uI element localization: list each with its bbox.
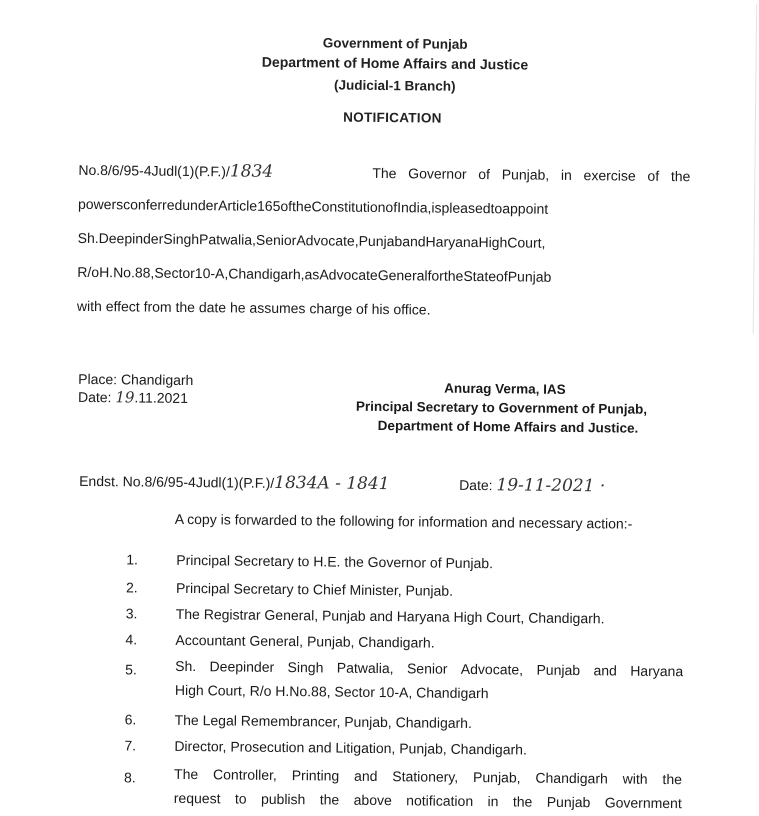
body-line-1-word: of bbox=[478, 166, 491, 183]
body-line-2-word: conferred bbox=[123, 196, 183, 213]
signature-block bbox=[356, 378, 687, 438]
body-line-2-word: is bbox=[431, 199, 442, 216]
body-line-4-word: for bbox=[427, 267, 444, 284]
body-line-5: with effect from the date he assumes charge of his office. bbox=[76, 297, 431, 318]
list-item-text: Principal Secretary to Chief Minister, Punjab. bbox=[175, 579, 454, 599]
list-item-word: Punjab bbox=[546, 793, 591, 811]
body-line-3-word: Patwalia, bbox=[199, 231, 257, 248]
body-line-3-word: Haryana bbox=[425, 233, 479, 251]
list-item-word: Chandigarh bbox=[535, 769, 608, 787]
body-line-4-word: Chandigarh, bbox=[228, 265, 305, 283]
ref-handwritten: 1834 bbox=[229, 161, 274, 182]
body-line-3-word: Court, bbox=[507, 234, 546, 251]
list-item-word: request bbox=[173, 789, 221, 807]
list-item-word: Deepinder bbox=[209, 658, 275, 675]
body-line-4-word: Sector bbox=[154, 264, 195, 282]
body-line-3-word: Advocate, bbox=[296, 232, 359, 249]
body-line-4-word: 10-A, bbox=[194, 265, 229, 282]
list-item-text: Director, Prosecution and Litigation, Punjab, Chandigarh. bbox=[174, 737, 527, 758]
body-line-1-word: exercise bbox=[583, 167, 636, 184]
list-item bbox=[125, 631, 686, 651]
list-item bbox=[123, 765, 684, 812]
notification-title: NOTIFICATION bbox=[343, 109, 442, 126]
body-line-2-word: pleased bbox=[441, 199, 491, 217]
list-item bbox=[124, 737, 684, 758]
list-item-number: 1. bbox=[126, 551, 139, 568]
list-item-number: 8. bbox=[123, 769, 136, 786]
list-item-number: 6. bbox=[124, 711, 137, 728]
list-item-word: and bbox=[593, 662, 617, 679]
list-item-word: above bbox=[353, 791, 392, 809]
list-item-text bbox=[175, 654, 683, 707]
body-line-2-word: the bbox=[292, 198, 312, 215]
list-item-word: with bbox=[622, 770, 648, 787]
date-rest: .11.2021 bbox=[134, 389, 189, 406]
signatory-name: Anurag Verma, IAS bbox=[444, 380, 566, 397]
body-line-4-word: R/o bbox=[77, 263, 100, 281]
body-line-1-word: the bbox=[670, 168, 691, 185]
list-item bbox=[124, 711, 685, 731]
body-line-4-word: Advocate bbox=[319, 266, 378, 283]
body-line-4-word: General bbox=[377, 266, 428, 284]
body-line-1-word: of bbox=[647, 167, 660, 184]
list-item-word: Singh bbox=[287, 659, 324, 676]
list-item-number: 4. bbox=[125, 631, 138, 648]
body-line-1-word: Punjab, bbox=[501, 166, 550, 183]
body-line-1 bbox=[78, 153, 690, 193]
list-item-line-2: High Court, R/o H.No.88, Sector 10-A, Chandigarh bbox=[174, 681, 489, 702]
list-item-word: to bbox=[234, 790, 247, 807]
body-line-3-word: High bbox=[478, 234, 508, 251]
list-item-word: Government bbox=[604, 794, 682, 812]
list-item-word: the bbox=[662, 770, 683, 788]
list-item-number: 2. bbox=[125, 579, 138, 596]
copy-forwarded-text: A copy is forwarded to the following for information and necessary action:- bbox=[174, 510, 633, 532]
list-item-word: The bbox=[173, 765, 199, 783]
list-item-word: Punjab, bbox=[473, 768, 521, 786]
notification-ref bbox=[78, 162, 273, 180]
list-item-word: publish bbox=[260, 790, 306, 808]
body-line-2-word: Constitution bbox=[311, 198, 386, 216]
list-item-word: in bbox=[487, 793, 499, 810]
body-line-1-word: Governor bbox=[408, 165, 467, 182]
body-line-4-word: H.No.88, bbox=[99, 264, 155, 281]
list-item-word: Patwalia, bbox=[336, 659, 394, 677]
endst-date-label: Date: bbox=[459, 476, 493, 494]
list-item-text: The Registrar General, Punjab and Haryana High Court, Chandigarh. bbox=[175, 605, 605, 627]
body-line-4-word: as bbox=[304, 266, 320, 283]
body-line-3-word: Senior bbox=[255, 231, 297, 249]
body-line-3-word: Punjab bbox=[358, 232, 403, 250]
body-line-1-word: The bbox=[372, 164, 397, 182]
body-line-4-word: the bbox=[443, 267, 464, 284]
signatory-designation: Principal Secretary to Government of Punjab, bbox=[355, 398, 648, 417]
body-line-2-word: powers bbox=[77, 195, 124, 213]
body-line-2-word: appoint bbox=[502, 200, 549, 217]
list-item-word: Senior bbox=[406, 660, 448, 677]
list-item bbox=[126, 551, 686, 572]
list-item-text bbox=[174, 762, 682, 815]
list-item-word: the bbox=[319, 791, 340, 808]
body-line-2-word: of bbox=[385, 199, 398, 216]
date-line bbox=[78, 388, 193, 407]
list-item-word: the bbox=[512, 793, 533, 810]
list-item-word: notification bbox=[406, 792, 474, 809]
body-line-2-word: of bbox=[280, 197, 293, 215]
list-item-word: Stationery, bbox=[392, 768, 459, 785]
list-item-word: Controller, bbox=[212, 766, 277, 783]
endst-ref-printed: Endst. No.8/6/95-4Judl(1)(P.F.)/ bbox=[79, 472, 275, 491]
date-label: Date: bbox=[77, 388, 116, 406]
body-line-2-word: 165 bbox=[256, 197, 281, 214]
list-item-word: Haryana bbox=[630, 662, 684, 680]
body-line-4-word: of bbox=[495, 268, 508, 285]
header-government: Government of Punjab bbox=[322, 35, 468, 52]
body-line-2-word: India, bbox=[397, 199, 432, 216]
notification-body bbox=[77, 153, 691, 329]
body-line-1-text bbox=[372, 156, 690, 193]
signatory-department: Department of Home Affairs and Justice. bbox=[377, 417, 639, 436]
body-line-3-word: Singh bbox=[163, 230, 200, 248]
body-line-3-word: and bbox=[402, 233, 426, 250]
list-item bbox=[125, 605, 686, 627]
endorsement-line bbox=[79, 471, 689, 497]
body-line-1-word: in bbox=[560, 166, 572, 183]
recipients-list bbox=[123, 547, 686, 812]
ref-printed: No.8/6/95-4Judl(1)(P.F.)/ bbox=[78, 161, 230, 180]
list-item-text: Principal Secretary to H.E. the Governor of Punjab. bbox=[176, 551, 494, 572]
list-item bbox=[125, 657, 685, 702]
place-text: Place: Chandigarh bbox=[78, 370, 194, 389]
body-line-4-word: Punjab bbox=[507, 268, 552, 285]
body-line-3-word: Sh. bbox=[77, 229, 99, 247]
list-item-text: Accountant General, Punjab, Chandigarh. bbox=[175, 631, 435, 651]
list-item-line-2 bbox=[174, 786, 682, 815]
list-item-number: 7. bbox=[124, 737, 137, 754]
body-line-4-word: State bbox=[463, 267, 497, 285]
date-handwritten: 19 bbox=[115, 388, 135, 407]
list-item-text: The Legal Remembrancer, Punjab, Chandigarh. bbox=[174, 711, 473, 731]
list-item-word: Punjab bbox=[536, 661, 581, 679]
endst-date-handwritten: 19-11-2021 · bbox=[496, 475, 606, 497]
place-date-block bbox=[78, 370, 194, 407]
body-line-2-word: Article bbox=[218, 197, 258, 214]
list-item bbox=[125, 579, 686, 599]
list-item-word: and bbox=[354, 767, 378, 784]
header-department: Department of Home Affairs and Justice bbox=[261, 53, 529, 73]
list-item-number: 3. bbox=[125, 605, 138, 622]
list-item-word: Printing bbox=[291, 767, 340, 784]
list-item-word: Sh. bbox=[175, 657, 197, 675]
endst-date bbox=[459, 475, 605, 497]
body-line-3-word: Deepinder bbox=[98, 230, 164, 247]
body-line-2-word: to bbox=[490, 200, 503, 217]
header-branch: (Judicial-1 Branch) bbox=[333, 77, 456, 94]
list-item-word: Advocate, bbox=[460, 660, 524, 678]
list-item-number: 5. bbox=[125, 661, 137, 678]
body-line-2-word: under bbox=[182, 196, 219, 214]
endst-ref-handwritten: 1834A - 1841 bbox=[274, 472, 390, 495]
